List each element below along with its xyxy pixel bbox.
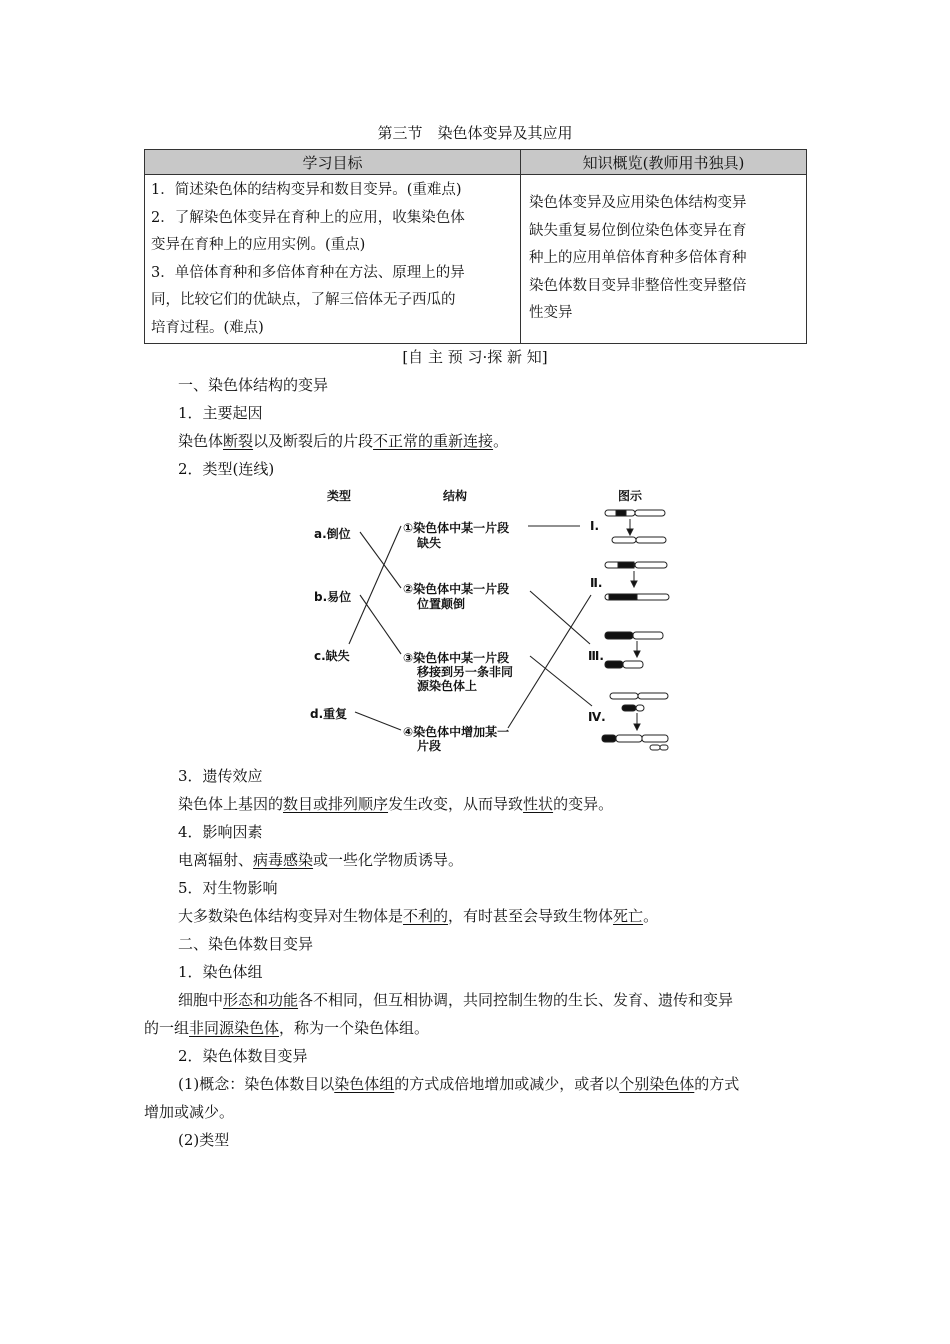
structure-label: ③染色体中某一片段 <box>403 651 510 665</box>
figure-label: Ⅲ. <box>588 649 604 663</box>
answer-blank: 不正常的重新连接 <box>373 432 494 450</box>
diagram-col-figure: 图示 <box>618 489 643 503</box>
subheading: 4．影响因素 <box>178 823 263 841</box>
goal-line: 培育过程。(难点) <box>151 319 264 336</box>
overview-line: 性变异 <box>529 305 573 322</box>
subheading: 5．对生物影响 <box>178 879 278 897</box>
goal-line: 3．单倍体育种和多倍体育种在方法、原理上的异 <box>151 264 465 281</box>
figure-label: Ⅰ. <box>590 519 600 533</box>
structure-label: 移接到另一条非同 <box>417 665 514 679</box>
section-heading: 一、染色体结构的变异 <box>178 376 329 394</box>
paragraph: 大多数染色体结构变异对生物体是不利的，有时甚至会导致生物体死亡。 <box>178 907 659 925</box>
overview-line: 染色体变异及应用染色体结构变异 <box>529 195 747 212</box>
structure-variation-diagram <box>300 484 690 759</box>
answer-blank: 染色体组 <box>334 1075 395 1093</box>
diagram-col-type: 类型 <box>327 489 352 503</box>
type-label: b.易位 <box>314 590 352 604</box>
diagram-col-structure: 结构 <box>443 489 468 503</box>
answer-blank: 个别染色体 <box>619 1075 695 1093</box>
objectives-table <box>144 149 807 344</box>
chromosome-figures <box>602 510 669 750</box>
goal-line: 2．了解染色体变异在育种上的应用，收集染色体 <box>151 209 465 226</box>
figure-label: Ⅳ. <box>588 710 606 724</box>
structure-label: 位置颠倒 <box>417 597 466 611</box>
subheading: 1．主要起因 <box>178 404 263 422</box>
paragraph: 电离辐射、病毒感染或一些化学物质诱导。 <box>178 851 464 869</box>
answer-blank: 数目或排列顺序 <box>283 795 389 813</box>
subheading: 2．类型(连线) <box>178 460 275 478</box>
subheading: (2)类型 <box>178 1131 230 1149</box>
type-label: a.倒位 <box>314 527 351 541</box>
answer-blank: 病毒感染 <box>253 851 314 869</box>
overview-line: 种上的应用单倍体育种多倍体育种 <box>529 250 747 267</box>
answer-blank: 非同源染色体 <box>189 1019 280 1037</box>
paragraph: 细胞中形态和功能各不相同，但互相协调，共同控制生物的生长、发育、遗传和变异 <box>178 991 734 1009</box>
paragraph: (1)概念：染色体数目以染色体组的方式成倍地增加或减少，或者以个别染色体的方式 <box>178 1075 740 1093</box>
paragraph: 的一组非同源染色体，称为一个染色体组。 <box>144 1019 430 1037</box>
goal-line: 1．简述染色体的结构变异和数目变异。(重难点) <box>151 182 462 198</box>
paragraph: 增加或减少。 <box>144 1103 235 1121</box>
section-banner: [自 主 预 习·探 新 知] <box>402 348 548 366</box>
overview-line: 缺失重复易位倒位染色体变异在育 <box>529 222 747 239</box>
figure-label: Ⅱ. <box>590 576 603 590</box>
structure-label: ①染色体中某一片段 <box>403 521 510 535</box>
learning-goals-cell <box>145 175 521 344</box>
answer-blank: 不利的 <box>403 907 449 925</box>
knowledge-overview-header: 知识概览(教师用书独具) <box>521 150 807 175</box>
structure-label: ②染色体中某一片段 <box>403 582 510 596</box>
answer-blank: 断裂 <box>223 432 254 450</box>
type-label: d.重复 <box>310 707 348 721</box>
overview-line: 染色体数目变异非整倍性变异整倍 <box>529 277 747 294</box>
section-heading: 二、染色体数目变异 <box>178 935 314 953</box>
structure-label: 源染色体上 <box>417 679 478 693</box>
page-title: 第三节 染色体变异及其应用 <box>377 124 573 142</box>
paragraph: 染色体断裂以及断裂后的片段不正常的重新连接。 <box>178 432 509 450</box>
learning-goals-header: 学习目标 <box>145 150 521 175</box>
structure-label: 缺失 <box>417 536 442 550</box>
goal-line: 同，比较它们的优缺点，了解三倍体无子西瓜的 <box>151 292 456 308</box>
subheading: 2．染色体数目变异 <box>178 1047 308 1065</box>
structure-label: ④染色体中增加某一 <box>403 725 510 739</box>
paragraph: 染色体上基因的数目或排列顺序发生改变，从而导致性状的变异。 <box>178 795 614 813</box>
answer-blank: 死亡 <box>613 907 644 925</box>
answer-blank: 形态和功能 <box>223 991 299 1009</box>
goal-line: 变异在育种上的应用实例。(重点) <box>151 237 366 253</box>
subheading: 1．染色体组 <box>178 963 263 981</box>
answer-blank: 性状 <box>523 795 554 813</box>
knowledge-overview-cell <box>521 175 807 344</box>
subheading: 3．遗传效应 <box>178 767 263 785</box>
type-label: c.缺失 <box>314 649 350 663</box>
connection-lines <box>349 526 592 730</box>
structure-label: 片段 <box>417 739 442 753</box>
